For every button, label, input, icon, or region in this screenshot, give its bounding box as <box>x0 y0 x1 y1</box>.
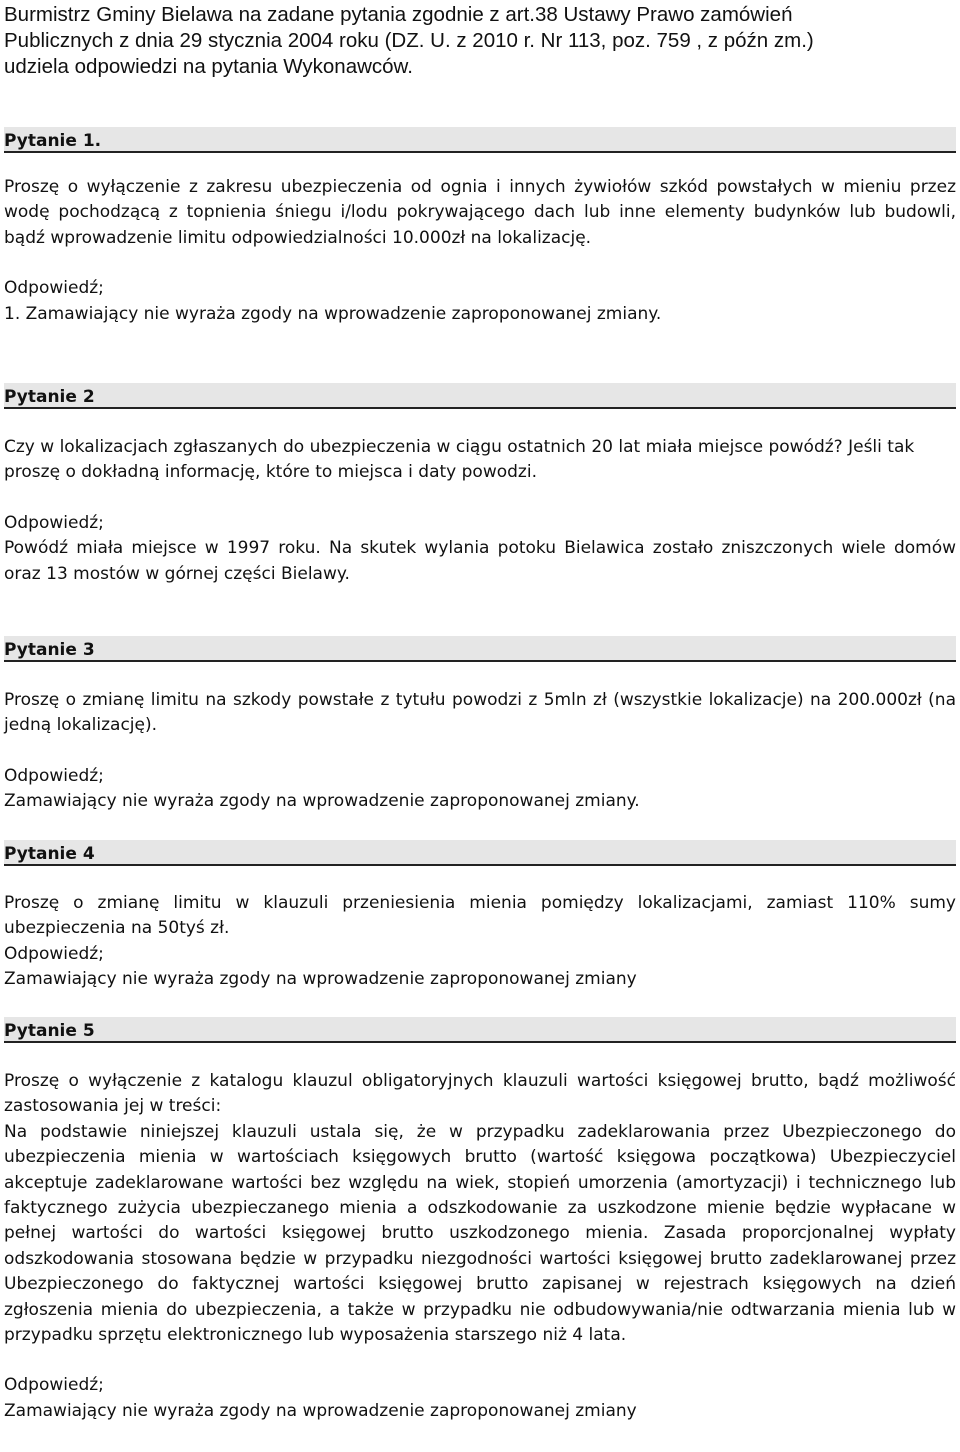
intro-line: udziela odpowiedzi na pytania Wykonawców. <box>4 55 413 78</box>
question-4-answer-label: Odpowiedź; <box>4 943 104 964</box>
question-2-heading <box>4 383 956 409</box>
question-3-heading-text: Pytanie 3 <box>4 640 95 660</box>
question-2-answer-label: Odpowiedź; <box>4 512 104 533</box>
question-5-text: Proszę o wyłączenie z katalogu klauzul obligatoryjnych klauzuli wartości księgowej brutto, bądź możliwość zastosowania jej w treści: <box>4 1071 956 1117</box>
question-3-block <box>4 688 956 815</box>
question-2-answer: Powódź miała miejsce w 1997 roku. Na skutek wylania potoku Bielawica zostało zniszczonych wiele domów oraz 13 mostów w górnej części Bielawy. <box>4 538 956 584</box>
question-1-heading <box>4 127 956 153</box>
question-3-text: Proszę o zmianę limitu na szkody powstałe z tytułu powodzi z 5mln zł (wszystkie lokalizacje) na 200.000zł (na jedną lokalizację). <box>4 690 956 736</box>
question-3-answer: Zamawiający nie wyraża zgody na wprowadzenie zaproponowanej zmiany. <box>4 791 640 812</box>
intro-line: Publicznych z dnia 29 stycznia 2004 roku (DZ. U. z 2010 r. Nr 113, poz. 759 , z późn zm.) <box>4 29 814 52</box>
question-2-heading-text: Pytanie 2 <box>4 387 95 407</box>
question-4-answer: Zamawiający nie wyraża zgody na wprowadzenie zaproponowanej zmiany <box>4 969 637 990</box>
question-3-answer-label: Odpowiedź; <box>4 765 104 786</box>
question-2-block <box>4 435 956 587</box>
question-1-text: Proszę o wyłączenie z zakresu ubezpieczenia od ognia i innych żywiołów szkód powstałych w mieniu przez wodę pochodzącą z topnienia śniegu i/lodu pokrywającego dach lub inne elementy budynków lub budowli, bądź wprowadzenie limitu odpowiedzialności 10.000zł na lokalizację. <box>4 177 956 248</box>
question-4-text: Proszę o zmianę limitu w klauzuli przeniesienia mienia pomiędzy lokalizacjami, zamiast 110% sumy ubezpieczenia na 50tyś zł. <box>4 893 956 939</box>
question-4-heading <box>4 840 956 866</box>
question-1-answer-label: Odpowiedź; <box>4 278 104 299</box>
question-1-heading-text: Pytanie 1. <box>4 131 102 151</box>
question-4-heading-text: Pytanie 4 <box>4 844 95 864</box>
question-5-answer-label: Odpowiedź; <box>4 1375 104 1396</box>
question-1-answer: 1. Zamawiający nie wyraża zgody na wprowadzenie zaproponowanej zmiany. <box>4 303 662 324</box>
question-3-heading <box>4 636 956 662</box>
question-4-block <box>4 891 956 993</box>
intro-paragraph <box>4 2 956 80</box>
question-5-clause: Na podstawie niniejszej klauzuli ustala się, że w przypadku zadeklarowania przez Ubezpieczonego do ubezpieczenia mienia w wartościach księgowych brutto (wartość księgowa początkowa) Ubezpieczyciel akceptuje zadeklarowane wartości bez względu na wiek, stopień umorzenia (amortyzacji) i technicznego lub faktycznego zużycia ubezpieczanego mienia a odszkodowanie za uszkodzone mienie będzie wypłacane w pełnej wartości do wartości księgowej brutto uszkodzonego mienia. Zasada proporcjonalnej wypłaty odszkodowania stosowana będzie w przypadku niezgodności wartości księgowej brutto zadeklarowanej przez Ubezpieczonego do faktycznej wartości księgowej brutto zapisanej w rejestrach księgowych na dzień zgłoszenia mienia do ubezpieczenia, a także w przypadku nie odbudowywania/nie odtwarzania mienia lub w przypadku sprzętu elektronicznego lub wyposażenia starszego niż 4 lata. <box>4 1121 956 1346</box>
question-5-block <box>4 1069 956 1424</box>
question-1-block <box>4 175 956 327</box>
question-2-text: Czy w lokalizacjach zgłaszanych do ubezpieczenia w ciągu ostatnich 20 lat miała miejsce powódź? Jeśli tak proszę o dokładną informację, które to miejsca i daty powodzi. <box>4 437 915 483</box>
question-5-heading-text: Pytanie 5 <box>4 1021 95 1041</box>
intro-line: Burmistrz Gminy Bielawa na zadane pytania zgodnie z art.38 Ustawy Prawo zamówień <box>4 3 793 26</box>
question-5-answer: Zamawiający nie wyraża zgody na wprowadzenie zaproponowanej zmiany <box>4 1400 637 1421</box>
question-5-heading <box>4 1017 956 1043</box>
